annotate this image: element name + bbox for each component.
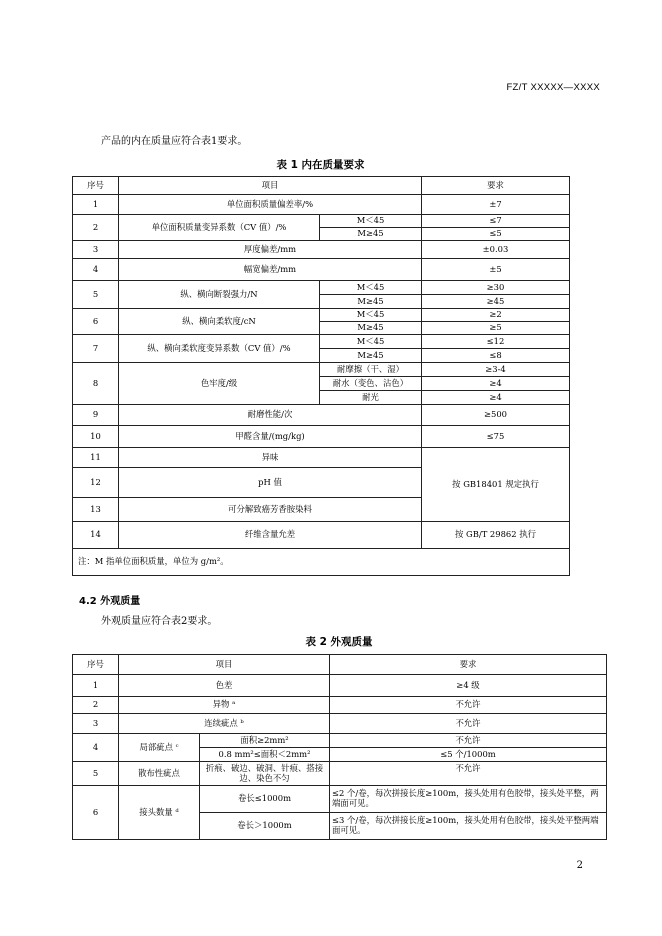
row-item: 局部疵点 ᶜ xyxy=(119,734,200,762)
row-req: 按 GB/T 29862 执行 xyxy=(422,522,570,549)
row-item: 幅宽偏差/mm xyxy=(119,259,422,281)
page-number: 2 xyxy=(576,860,583,871)
table1-note: 注：M 指单位面积质量，单位为 g/m²。 xyxy=(73,549,570,576)
row-sub: M≥45 xyxy=(320,322,422,335)
row-item: 纵、横向柔软度变异系数（CV 值）/% xyxy=(119,335,320,363)
col-header-no: 序号 xyxy=(73,655,119,675)
table1-title: 表 1 内在质量要求 xyxy=(276,159,365,171)
row-req: ≥500 xyxy=(422,405,570,426)
col-header-req: 要求 xyxy=(330,655,607,675)
row-req: ≥3-4 xyxy=(422,363,570,377)
row-sub: M＜45 xyxy=(320,335,422,349)
row-item: 连续疵点 ᵇ xyxy=(119,714,330,734)
row-req: ±7 xyxy=(422,195,570,215)
row-sub: 耐水（变色、沾色） xyxy=(320,377,422,391)
row-item: pH 值 xyxy=(119,468,422,498)
row-req: 不允许 xyxy=(330,697,607,714)
row-sub: M≥45 xyxy=(320,349,422,363)
table1 xyxy=(72,176,570,576)
row-no: 4 xyxy=(73,734,119,762)
row-no: 10 xyxy=(73,426,119,448)
row-req: ≤3 个/卷，每次拼接长度≥100m，接头处用有色胶带，接头处平整两端面可见。 xyxy=(330,813,607,840)
row-item: 纤维含量允差 xyxy=(119,522,422,549)
row-sub: M＜45 xyxy=(320,215,422,228)
row-req: ≤12 xyxy=(422,335,570,349)
row-no: 6 xyxy=(73,786,119,840)
row-no: 11 xyxy=(73,448,119,468)
row-req: ≥30 xyxy=(422,281,570,295)
row-item: 可分解致癌芳香胺染料 xyxy=(119,498,422,522)
row-item: 散布性疵点 xyxy=(119,762,200,786)
row-req: ±0.03 xyxy=(422,241,570,259)
row-sub: M＜45 xyxy=(320,281,422,295)
row-req: ≤75 xyxy=(422,426,570,448)
row-req: ≥45 xyxy=(422,295,570,309)
row-req: ≥4 xyxy=(422,377,570,391)
row-no: 12 xyxy=(73,468,119,498)
row-req: ±5 xyxy=(422,259,570,281)
row-sub: 面积≥2mm² xyxy=(200,734,330,748)
row-sub: 卷长≤1000m xyxy=(200,786,330,813)
row-sub: M≥45 xyxy=(320,295,422,309)
row-item: 耐磨性能/次 xyxy=(119,405,422,426)
row-item: 异物 ᵃ xyxy=(119,697,330,714)
intro-paragraph-1: 产品的内在质量应符合表1要求。 xyxy=(101,136,248,147)
table2-title: 表 2 外观质量 xyxy=(305,636,373,648)
col-header-item: 项目 xyxy=(119,655,330,675)
row-no: 14 xyxy=(73,522,119,549)
row-req: 不允许 xyxy=(330,734,607,748)
row-item: 异味 xyxy=(119,448,422,468)
row-item: 单位面积质量偏差率/% xyxy=(119,195,422,215)
col-header-item: 项目 xyxy=(119,177,422,195)
row-no: 5 xyxy=(73,281,119,309)
row-item: 单位面积质量变异系数（CV 值）/% xyxy=(119,215,320,241)
table2 xyxy=(72,654,607,840)
row-item: 色牢度/级 xyxy=(119,363,320,405)
row-sub: 0.8 mm²≤面积＜2mm² xyxy=(200,748,330,762)
row-no: 3 xyxy=(73,714,119,734)
row-no: 1 xyxy=(73,195,119,215)
row-item: 甲醛含量/(mg/kg) xyxy=(119,426,422,448)
row-req: ≤7 xyxy=(422,215,570,228)
row-item: 接头数量 ᵈ xyxy=(119,786,200,840)
row-req-merged: 按 GB18401 规定执行 xyxy=(422,448,570,522)
row-req: ≤5 xyxy=(422,228,570,241)
row-item: 纵、横向断裂强力/N xyxy=(119,281,320,309)
row-no: 7 xyxy=(73,335,119,363)
row-no: 2 xyxy=(73,215,119,241)
row-sub: 卷长＞1000m xyxy=(200,813,330,840)
row-item: 厚度偏差/mm xyxy=(119,241,422,259)
row-req: ≥5 xyxy=(422,322,570,335)
row-no: 4 xyxy=(73,259,119,281)
row-no: 8 xyxy=(73,363,119,405)
row-req: ≥2 xyxy=(422,309,570,322)
row-item: 纵、横向柔软度/cN xyxy=(119,309,320,335)
col-header-req: 要求 xyxy=(422,177,570,195)
row-sub: 耐摩擦（干、湿） xyxy=(320,363,422,377)
row-sub: 耐光 xyxy=(320,391,422,405)
row-req: ≥4 xyxy=(422,391,570,405)
row-no: 1 xyxy=(73,675,119,697)
row-no: 6 xyxy=(73,309,119,335)
row-req: ≤5 个/1000m xyxy=(330,748,607,762)
row-req: 不允许 xyxy=(330,762,607,786)
section-heading: 4.2 外观质量 xyxy=(79,596,141,607)
row-item: 色差 xyxy=(119,675,330,697)
row-no: 3 xyxy=(73,241,119,259)
row-req: 不允许 xyxy=(330,714,607,734)
row-req: ≥4 级 xyxy=(330,675,607,697)
row-sub: M≥45 xyxy=(320,228,422,241)
row-sub: 折痕、破边、破洞、针痕、搭接边、染色不匀 xyxy=(200,762,330,786)
intro-paragraph-2: 外观质量应符合表2要求。 xyxy=(101,616,218,627)
row-no: 9 xyxy=(73,405,119,426)
row-no: 5 xyxy=(73,762,119,786)
row-sub: M＜45 xyxy=(320,309,422,322)
row-no: 13 xyxy=(73,498,119,522)
row-req: ≤2 个/卷，每次拼接长度≥100m，接头处用有色胶带，接头处平整，两端面可见。 xyxy=(330,786,607,813)
row-req: ≤8 xyxy=(422,349,570,363)
document-header: FZ/T XXXXX—XXXX xyxy=(506,82,600,93)
row-no: 2 xyxy=(73,697,119,714)
col-header-no: 序号 xyxy=(73,177,119,195)
